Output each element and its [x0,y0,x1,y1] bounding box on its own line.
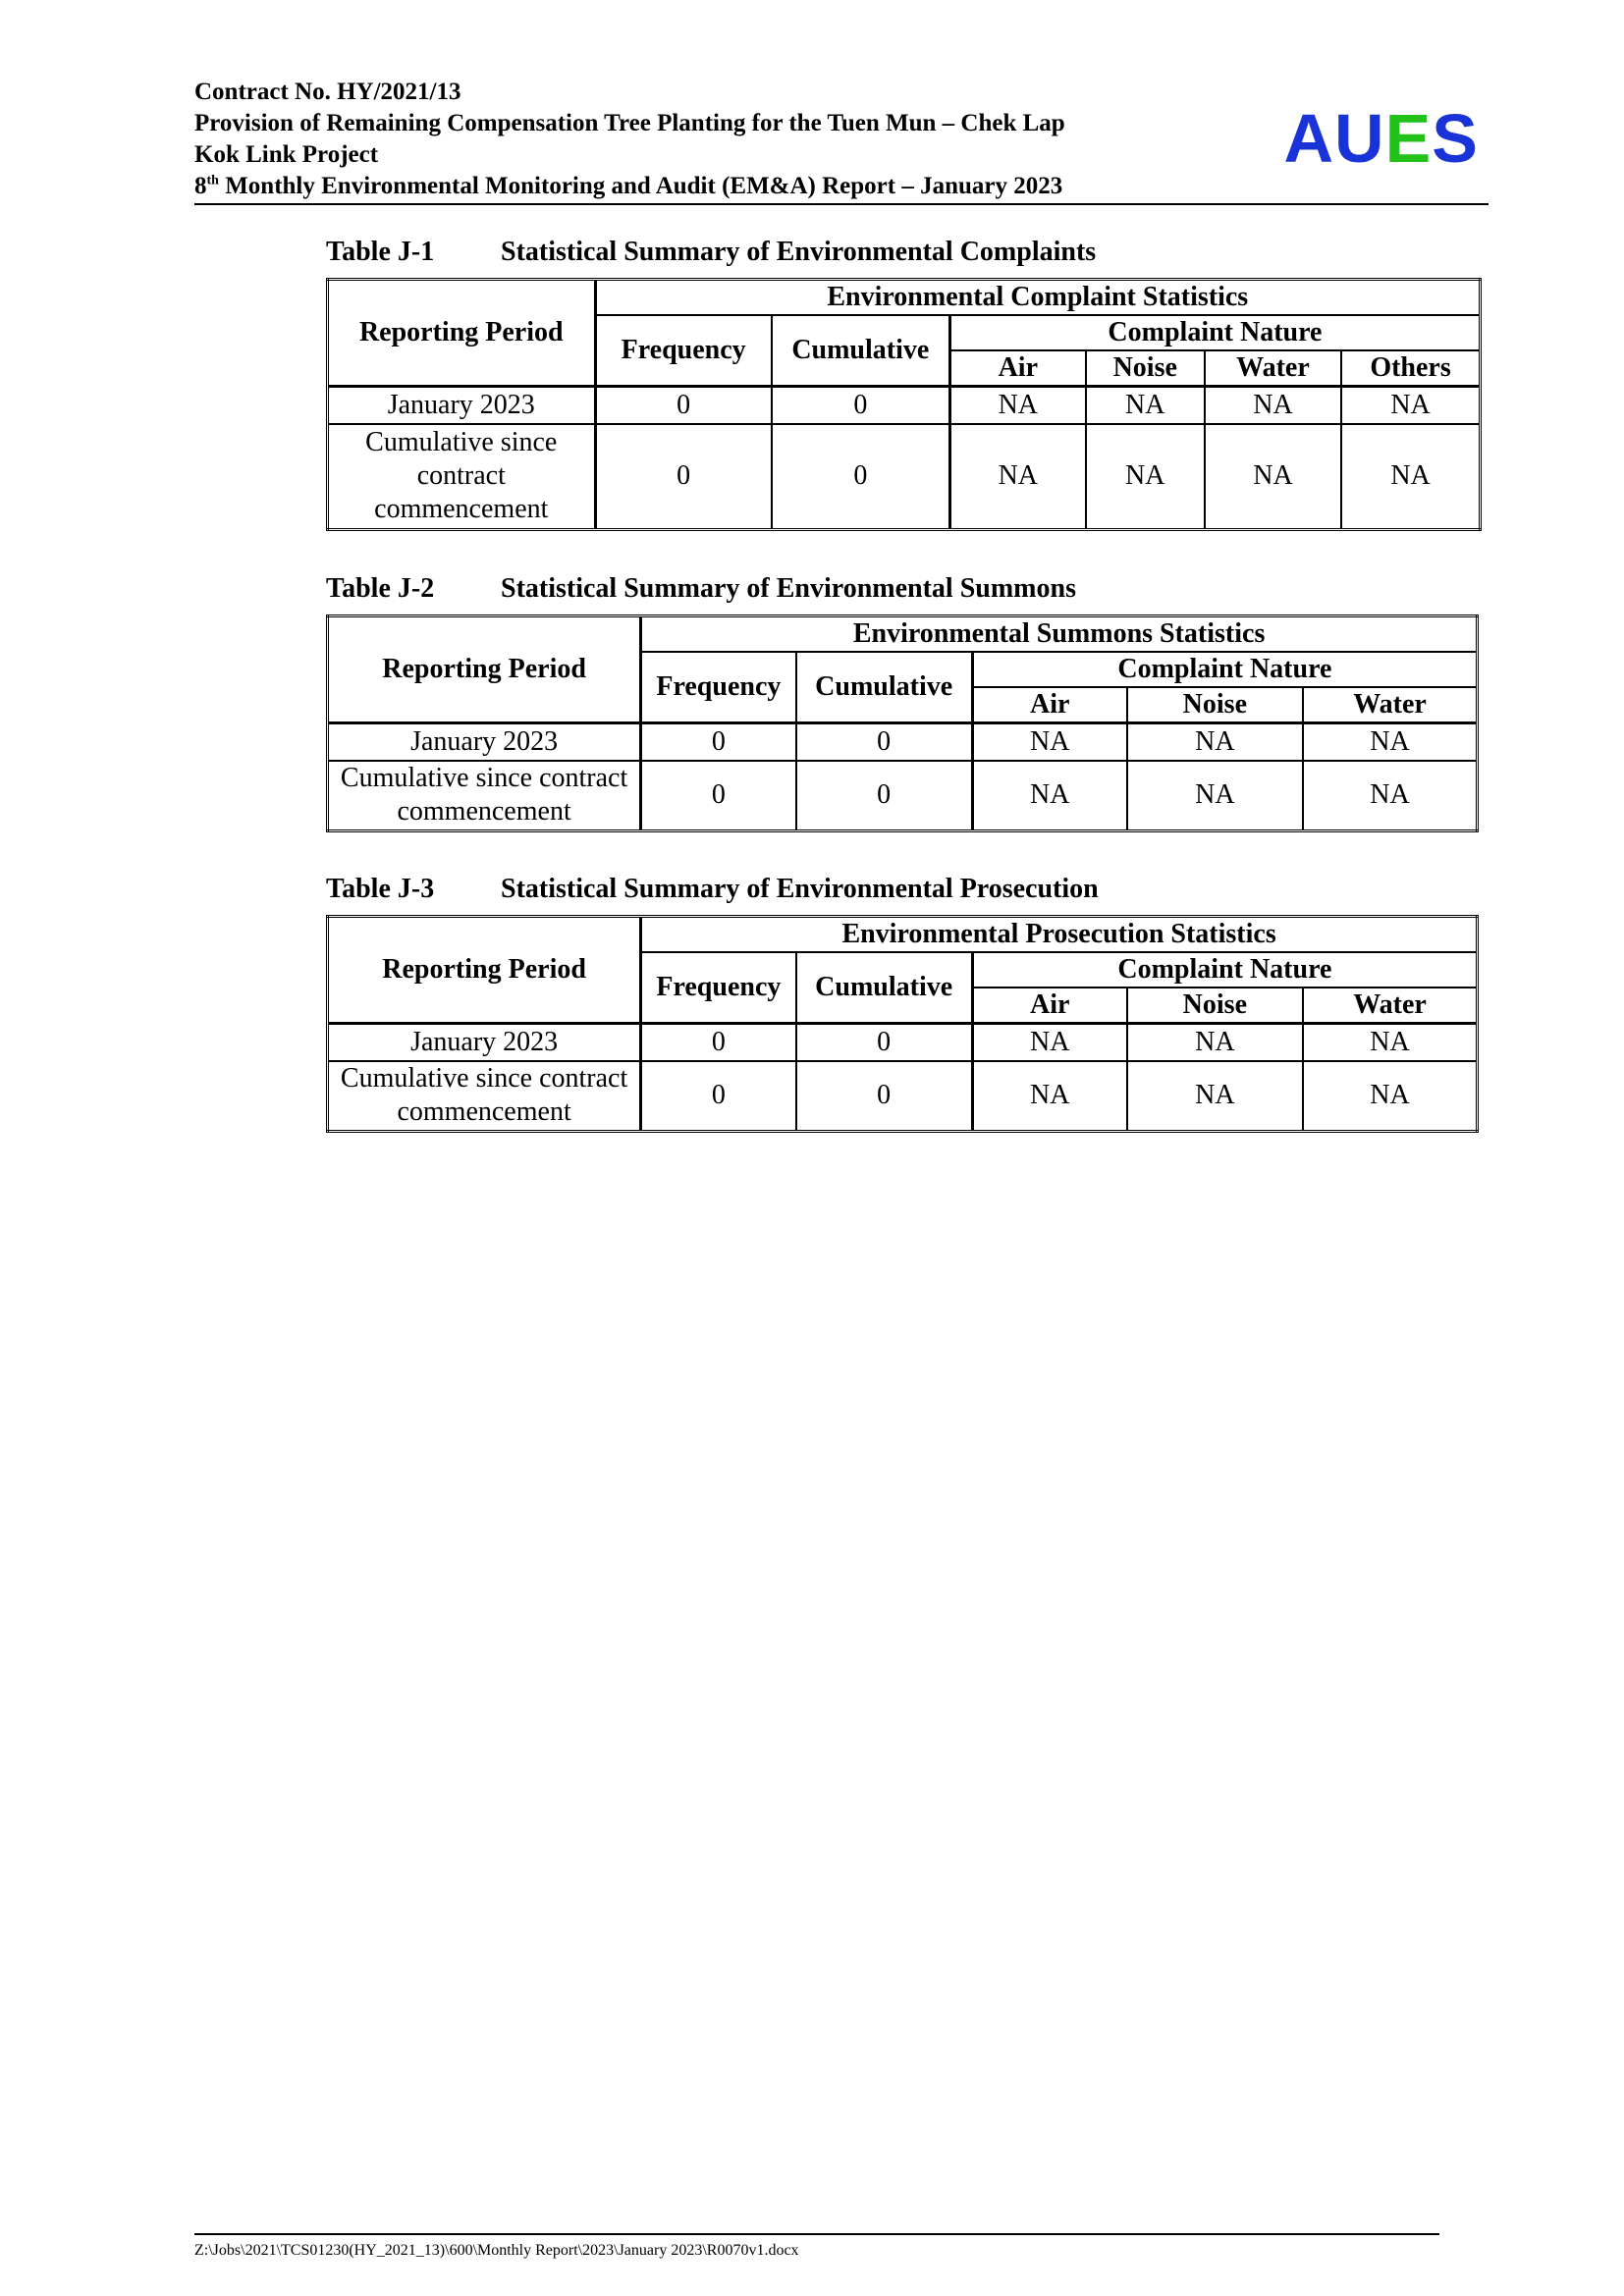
aues-logo: AUES [1283,100,1479,177]
frequency-cell: 0 [641,1061,796,1132]
air-cell: NA [972,1024,1126,1061]
water-cell: NA [1205,424,1341,530]
table-j2-summons [326,614,1479,832]
water-cell: NA [1303,1024,1477,1061]
table-number: Table J-2 [326,573,435,604]
reporting-period-header: Reporting Period [328,917,641,1024]
cumulative-cell: 0 [796,1024,973,1061]
noise-header: Noise [1127,687,1303,723]
footer-divider [194,2233,1439,2235]
period-cell: January 2023 [328,387,596,424]
water-header: Water [1303,988,1477,1024]
table-row [328,1061,1478,1132]
header-divider [194,203,1489,205]
table-row [328,761,1478,831]
cumulative-cell: 0 [796,1061,973,1132]
statistics-group-header: Environmental Summons Statistics [641,616,1478,653]
noise-header: Noise [1127,988,1303,1024]
period-cell: Cumulative since contract commencement [328,424,596,530]
noise-cell: NA [1127,761,1303,831]
table-j1-complaints [326,278,1482,531]
reporting-period-header: Reporting Period [328,616,641,723]
frequency-header: Frequency [595,315,772,387]
noise-header: Noise [1086,350,1205,387]
table-j3-caption [326,873,1099,906]
noise-cell: NA [1127,723,1303,761]
others-header: Others [1341,350,1480,387]
cumulative-cell: 0 [772,387,950,424]
table-title: Statistical Summary of Environmental Complaints [501,237,1097,267]
project-title-line2: Kok Link Project [194,141,379,168]
table-j1-caption [326,236,1096,269]
cumulative-cell: 0 [772,424,950,530]
contract-number: Contract No. HY/2021/13 [194,79,461,105]
period-cell: Cumulative since contract commencement [328,1061,641,1132]
cumulative-header: Cumulative [796,952,973,1024]
table-j2-caption [326,572,1076,606]
noise-cell: NA [1127,1061,1303,1132]
frequency-cell: 0 [595,424,772,530]
air-cell: NA [949,387,1085,424]
frequency-header: Frequency [641,952,796,1024]
report-title: 8th Monthly Environmental Monitoring and Audit (EM&A) Report – January 2023 [194,173,1063,199]
air-cell: NA [972,723,1126,761]
frequency-cell: 0 [641,1024,796,1061]
noise-cell: NA [1086,387,1205,424]
complaint-nature-header: Complaint Nature [949,315,1480,350]
cumulative-header: Cumulative [796,652,973,723]
document-header [194,77,1489,205]
air-header: Air [972,988,1126,1024]
period-cell: Cumulative since contract commencement [328,761,641,831]
table-number: Table J-1 [326,237,435,267]
frequency-cell: 0 [641,723,796,761]
water-cell: NA [1205,387,1341,424]
frequency-cell: 0 [641,761,796,831]
water-cell: NA [1303,1061,1477,1132]
water-header: Water [1205,350,1341,387]
water-cell: NA [1303,761,1477,831]
noise-cell: NA [1127,1024,1303,1061]
table-row [328,723,1478,761]
table-title: Statistical Summary of Environmental Summons [501,573,1076,604]
others-cell: NA [1341,424,1480,530]
table-title: Statistical Summary of Environmental Prosecution [501,874,1099,904]
table-number: Table J-3 [326,874,435,904]
header-text [194,77,1065,202]
project-title-line1: Provision of Remaining Compensation Tree Planting for the Tuen Mun – Chek Lap [194,110,1065,136]
period-cell: January 2023 [328,1024,641,1061]
statistics-group-header: Environmental Prosecution Statistics [641,917,1478,953]
table-row [328,387,1481,424]
cumulative-cell: 0 [796,723,973,761]
table-row [328,424,1481,530]
reporting-period-header: Reporting Period [328,280,596,387]
table-row [328,1024,1478,1061]
air-cell: NA [972,1061,1126,1132]
cumulative-header: Cumulative [772,315,950,387]
frequency-header: Frequency [641,652,796,723]
air-cell: NA [949,424,1085,530]
noise-cell: NA [1086,424,1205,530]
water-header: Water [1303,687,1477,723]
period-cell: January 2023 [328,723,641,761]
air-header: Air [949,350,1085,387]
water-cell: NA [1303,723,1477,761]
air-cell: NA [972,761,1126,831]
air-header: Air [972,687,1126,723]
others-cell: NA [1341,387,1480,424]
complaint-nature-header: Complaint Nature [972,952,1477,988]
complaint-nature-header: Complaint Nature [972,652,1477,687]
frequency-cell: 0 [595,387,772,424]
cumulative-cell: 0 [796,761,973,831]
footer-file-path: Z:\Jobs\2021\TCS01230(HY_2021_13)\600\Monthly Report\2023\January 2023\R0070v1.docx [194,2242,799,2259]
table-j3-prosecution [326,915,1479,1133]
statistics-group-header: Environmental Complaint Statistics [595,280,1480,316]
